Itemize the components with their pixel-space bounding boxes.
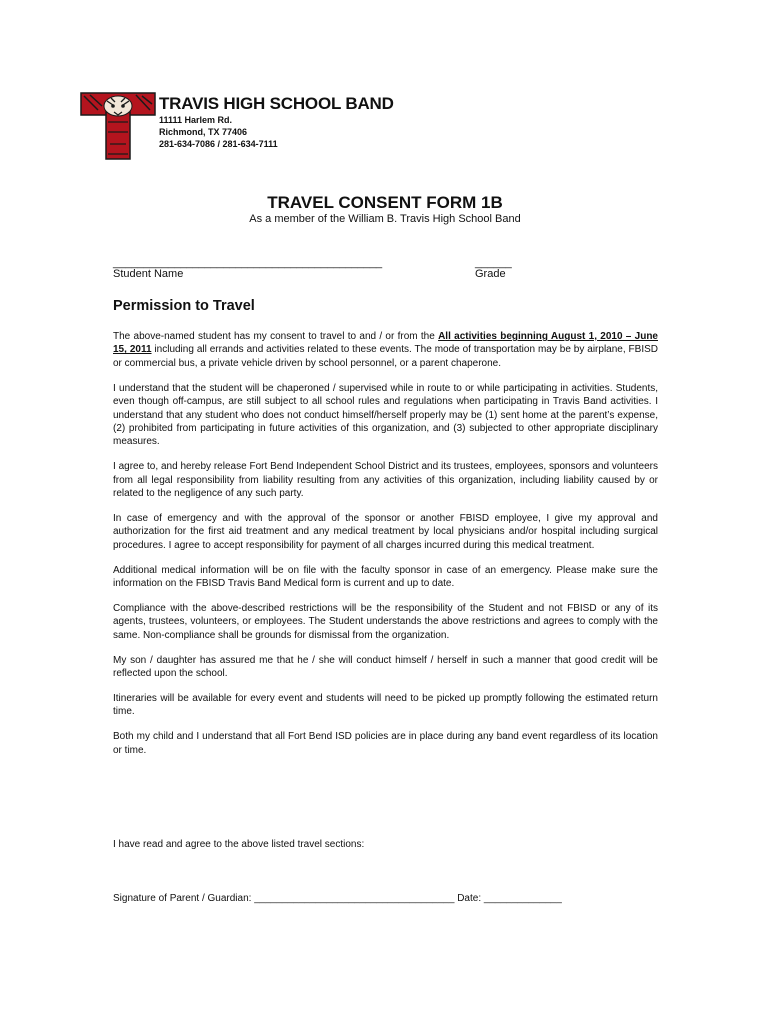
conduct-paragraph: My son / daughter has assured me that he / she will conduct himself / herself in such a manner that good credit will be reflected upon the school.	[113, 654, 658, 680]
street-address: 11111 Harlem Rd.	[159, 115, 233, 125]
section-heading: Permission to Travel	[113, 298, 255, 314]
signature-field[interactable]: ____________________________________	[254, 893, 455, 904]
emergency-paragraph: In case of emergency and with the approval of the sponsor or another FBISD employee, I give my approval and authorization for the first aid treatment and any medical treatment by local physicians and/or hospital including surgical procedures. I agree to accept responsibility for payment of all charges incurred during this medical treatment.	[113, 512, 658, 551]
policy-paragraph: Both my child and I understand that all Fort Bend ISD policies are in place during any band event regardless of its location or time.	[113, 731, 658, 756]
activities-date-range: All activities beginning August 1, 2010 – June 15, 2011	[113, 331, 658, 356]
supervision-paragraph: I understand that the student will be chaperoned / supervised while in route to or while participating in activities. Students, even though off-campus, are still subject to all school rules and regulations when participating in Travis Band activities. I understand that any student who does not conduct himself/herself properly may be (1) sent home at the parent’s expense, (2) prohibited from participating in future activities of this organization, and (3) subjected to other appropriate disciplinary measures.	[113, 382, 658, 448]
paragraph-text: including all errands and activities related to these events. The mode of transportation may be by airplane, FBISD or commercial bus, a private vehicle driven by school personnel, or a parent chaperone.	[113, 344, 658, 369]
grade-field[interactable]: ______	[475, 257, 512, 269]
tiger-t-logo-icon	[80, 92, 156, 160]
compliance-paragraph: Compliance with the above-described restrictions will be the responsibility of the Student and not FBISD or any of its agents, trustees, volunteers, or employees. The Student understands the above restrictions and agrees to comply with the same. Non-compliance shall be grounds for dismissal from the organization.	[113, 603, 658, 641]
grade-label: Grade	[475, 268, 506, 280]
consent-paragraph	[113, 330, 658, 370]
city-state-zip: Richmond, TX 77406	[159, 127, 248, 137]
letterhead	[159, 94, 394, 150]
medical-info-paragraph: Additional medical information will be on file with the faculty sponsor in case of an emergency. Please make sure the information on the FBISD Travis Band Medical form is current and up to date.	[113, 564, 658, 590]
student-name-field[interactable]: ____________________________________________	[113, 257, 383, 269]
signature-label: Signature of Parent / Guardian:	[113, 893, 252, 904]
agreement-statement: I have read and agree to the above listed travel sections:	[113, 839, 365, 850]
date-label: Date:	[457, 893, 482, 904]
consent-body	[113, 330, 658, 769]
release-paragraph: I agree to, and hereby release Fort Bend Independent School District and its trustees, employees, sponsors and volunteers from all legal responsibility from liability resulting from any activities of this organization, including liability caused by or related to the negligence of any such party.	[113, 461, 658, 500]
phone-numbers: 281-634-7086 / 281-634-7111	[159, 139, 278, 149]
student-name-label: Student Name	[113, 268, 184, 280]
signature-row	[113, 893, 562, 904]
school-name: TRAVIS HIGH SCHOOL BAND	[159, 94, 394, 113]
paragraph-text: The above-named student has my consent to travel to and / or from the	[113, 331, 439, 342]
form-title: TRAVEL CONSENT FORM 1B	[267, 193, 503, 212]
itinerary-paragraph: Itineraries will be available for every event and students will need to be picked up promptly following the estimated return time.	[113, 693, 658, 718]
form-subtitle: As a member of the William B. Travis High School Band	[249, 213, 521, 225]
date-field[interactable]: ______________	[483, 893, 562, 904]
